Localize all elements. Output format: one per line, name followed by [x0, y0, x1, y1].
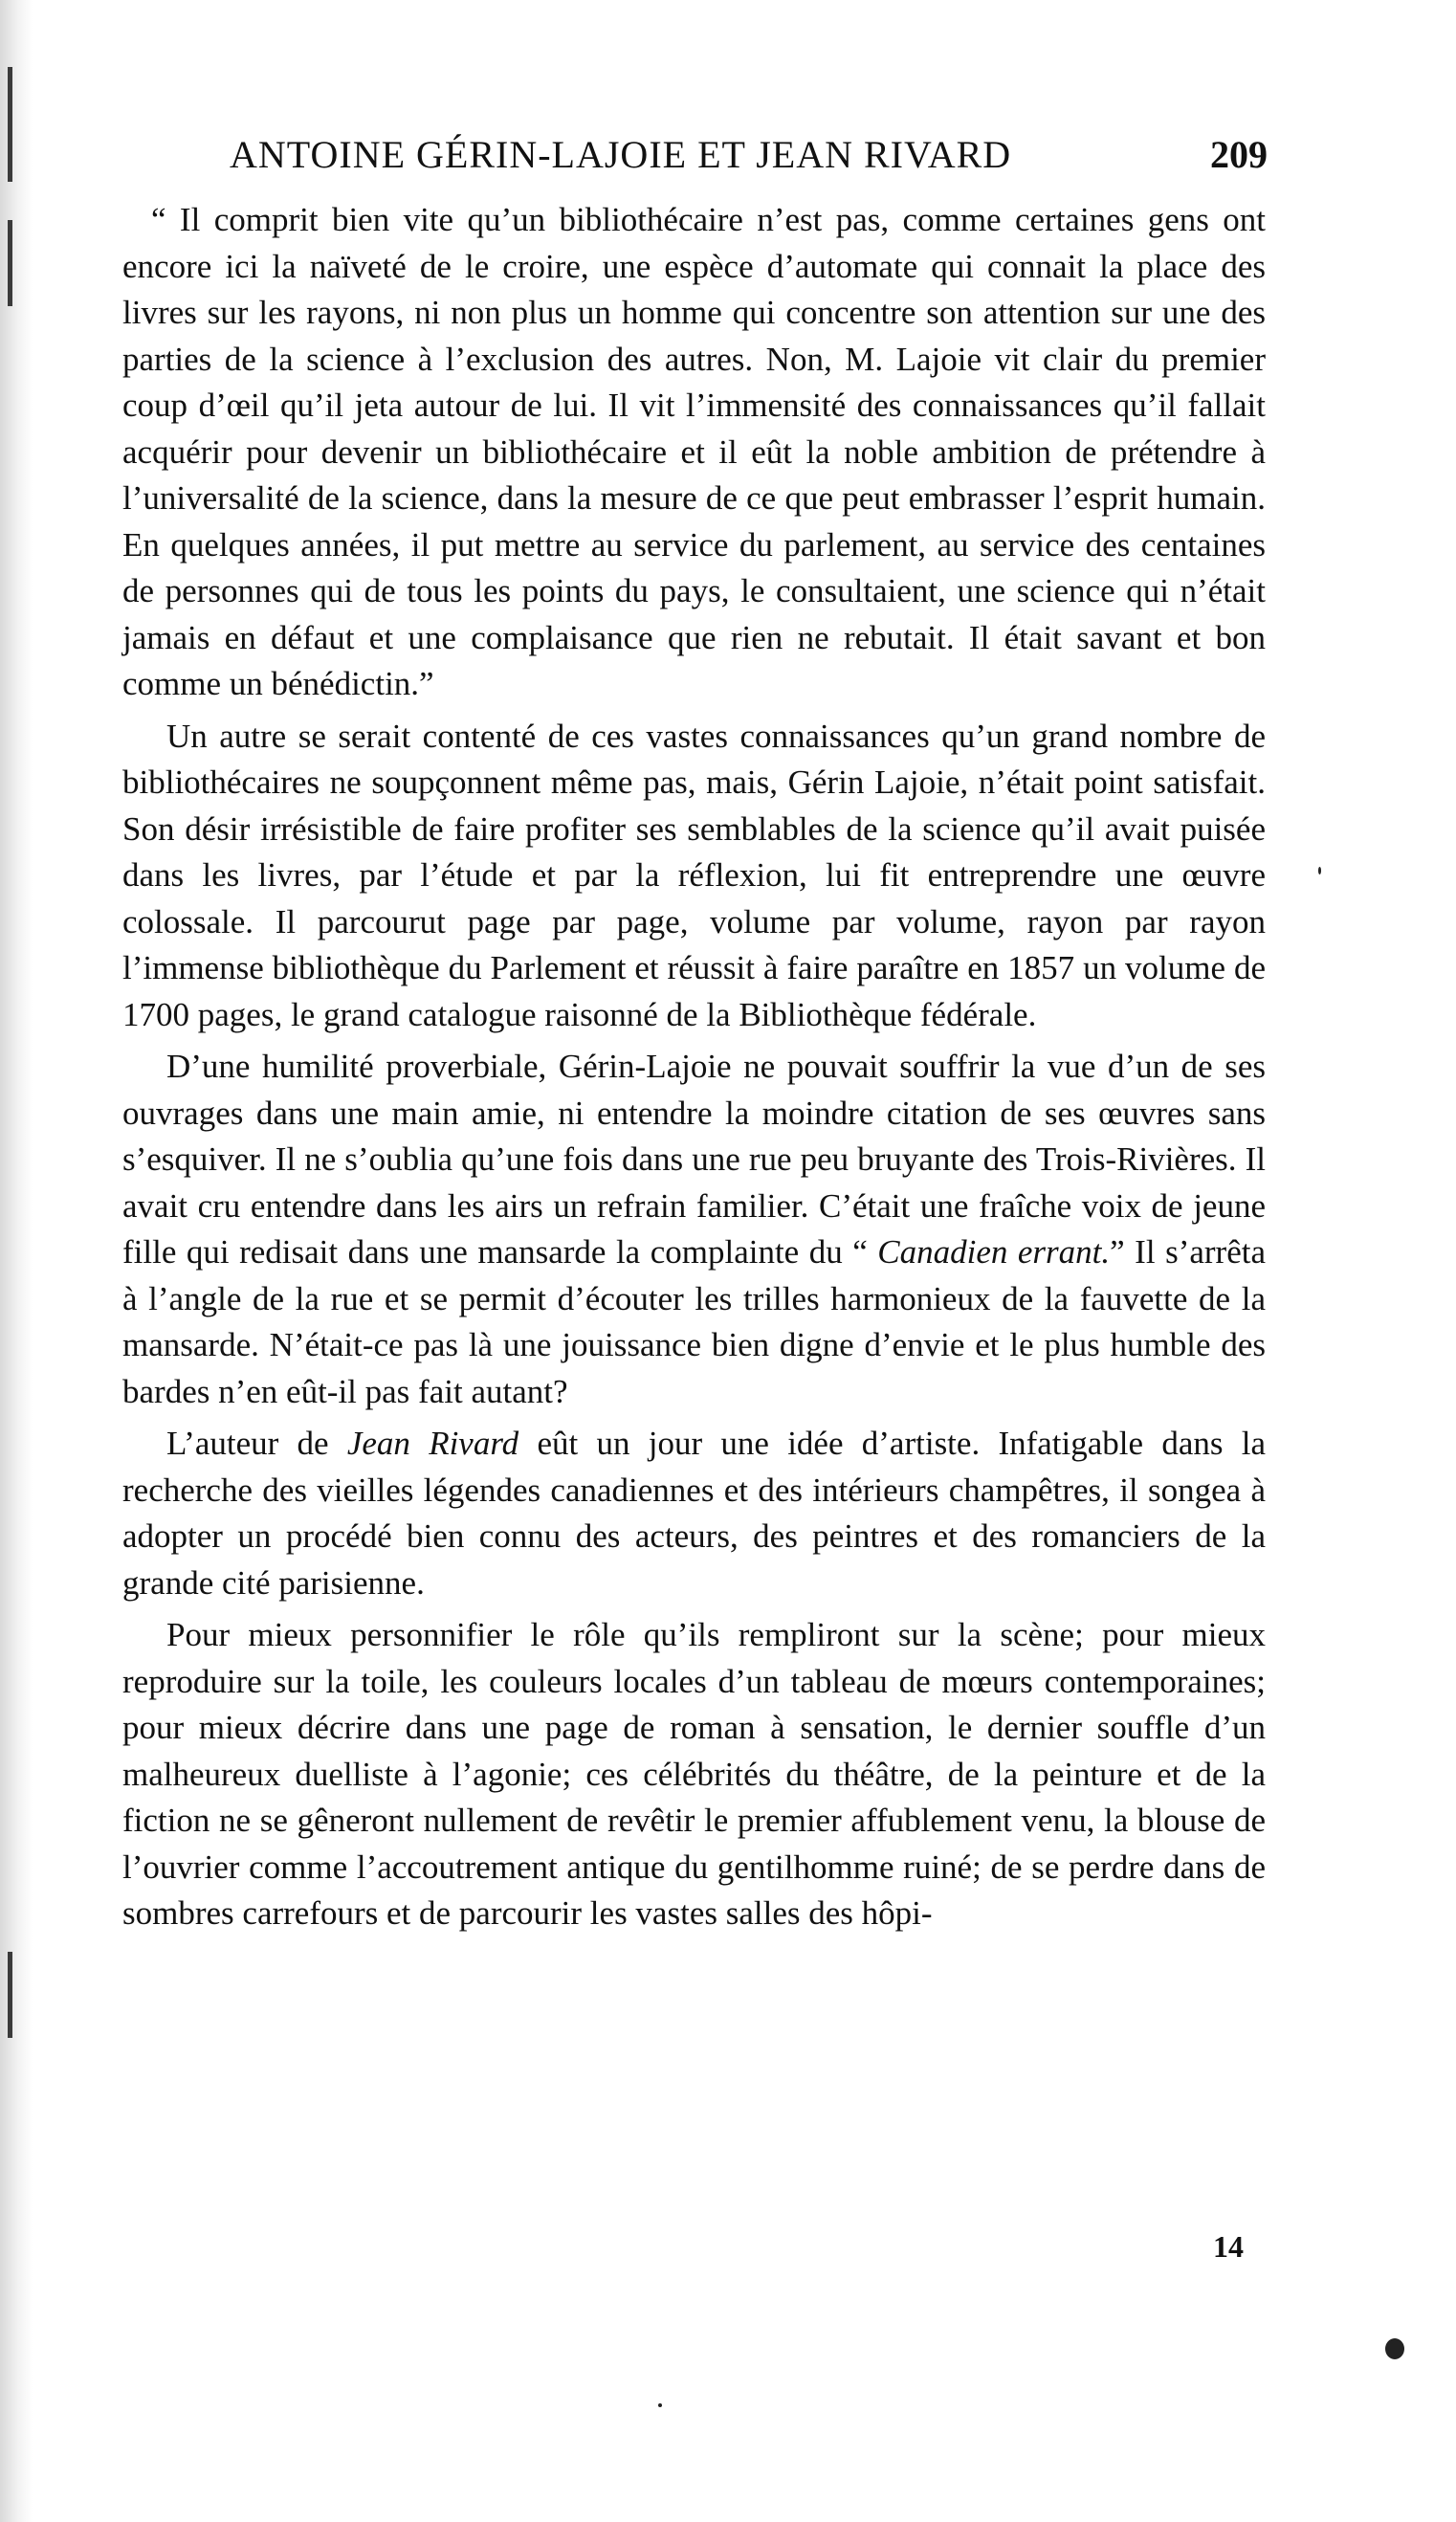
paragraph-text: eût un jour une idée d’artiste. Infatigable dans la recherche des vieilles légendes canadiennes et des intérieurs champêtres, il songea à adopter un procédé bien connu des acteurs, des peintres et des romanciers de la grande cité parisienne.	[122, 1425, 1267, 1602]
paragraph-text: L’auteur de	[166, 1425, 347, 1462]
paragraph-text: ” Il s’arrêta à l’angle de la rue et se permit d’écouter les trilles harmonieux de la fauvette de la mansarde. N’était-ce pas là une jouissance bien digne d’envie et le plus humble des bardes n’en eût-il pas fait autant?	[122, 1233, 1266, 1410]
binding-mark	[8, 1952, 12, 2038]
paragraph-text: “ Il comprit bien vite qu’un bibliothécaire n’est pas, comme certaines gens ont encore ici la naïveté de le croire, une espèce d’automate qui connait la place des livres sur les rayons, ni non plus un homme qui concentre son attention sur une des parties de la science à l’exclusion des autres. Non, M. Lajoie vit clair du premier coup d’œil qu’il jeta autour de lui. Il vit l’immensité des connaissances qu’il fallait acquérir pour devenir un bibliothécaire et il eût la noble ambition de prétendre à l’universalité de la science, dans la mesure de ce que peut embrasser l’esprit humain. En quelques années, il put mettre au service du parlement, au service des centaines de personnes qui de tous les points du pays, le consultaient, une science qui n’était jamais en défaut et une complaisance que rien ne rebutait. Il était savant et bon comme un bénédictin.”	[122, 201, 1266, 702]
paragraph-text: D’une humilité proverbiale, Gérin-Lajoie ne pouvait souffrir la vue d’un de ses ouvrages dans une main amie, ni entendre la moindre citation de ses œuvres sans s’esquiver. Il ne s’oublia qu’une fois dans une rue peu bruyante des Trois-Rivières. Il avait cru entendre dans les airs un refrain familier. C’était une fraîche voix de jeune fille qui redisait dans une mansarde la complainte du “	[122, 1048, 1266, 1271]
binding-mark	[8, 67, 12, 182]
book-title: Jean Rivard	[346, 1425, 519, 1462]
paragraph	[122, 1044, 1266, 1415]
binding-mark	[8, 220, 12, 306]
body-text	[122, 197, 1266, 1943]
ink-blot	[1385, 2338, 1404, 2359]
paragraph-text: Un autre se serait contenté de ces vastes connaissances qu’un grand nombre de bibliothécaires ne soupçonnent même pas, mais, Gérin Lajoie, n’était point satisfait. Son désir irrésistible de faire profiter ses semblables de la science qu’il avait puisée dans les livres, par l’étude et par la réflexion, lui fit entreprendre une œuvre colossale. Il parcourut page par page, volume par volume, rayon par rayon l’immense bibliothèque du Parlement et réussit à faire paraître en 1857 un volume de 1700 pages, le grand catalogue raisonné de la Bibliothèque fédérale.	[122, 717, 1266, 1033]
paragraph	[122, 1421, 1266, 1606]
paragraph-quote	[122, 197, 1266, 708]
song-title: Canadien errant.	[877, 1233, 1111, 1271]
page-header	[230, 126, 1268, 184]
running-title: ANTOINE GÉRIN-LAJOIE ET JEAN RIVARD	[230, 133, 1012, 176]
paragraph	[122, 714, 1266, 1039]
page-number: 209	[1210, 133, 1268, 176]
ink-speck	[658, 2403, 662, 2407]
paragraph	[122, 1612, 1266, 1937]
ink-speck	[1318, 867, 1321, 874]
binding-shadow	[0, 0, 33, 2522]
paragraph-text: Pour mieux personnifier le rôle qu’ils rempliront sur la scène; pour mieux reproduire sur la toile, les couleurs locales d’un tableau de mœurs contemporaines; pour mieux décrire dans une page de roman à sensation, le dernier souffle d’un malheureux duelliste à l’agonie; ces célébrités du théâtre, de la peinture et de la fiction ne se gêneront nullement de revêtir le premier affublement venu, la blouse de l’ouvrier comme l’accoutrement antique du gentilhomme ruiné; de se perdre dans de sombres carrefours et de parcourir les vastes salles des hôpi-	[122, 1616, 1266, 1932]
signature-mark: 14	[1213, 2229, 1244, 2264]
